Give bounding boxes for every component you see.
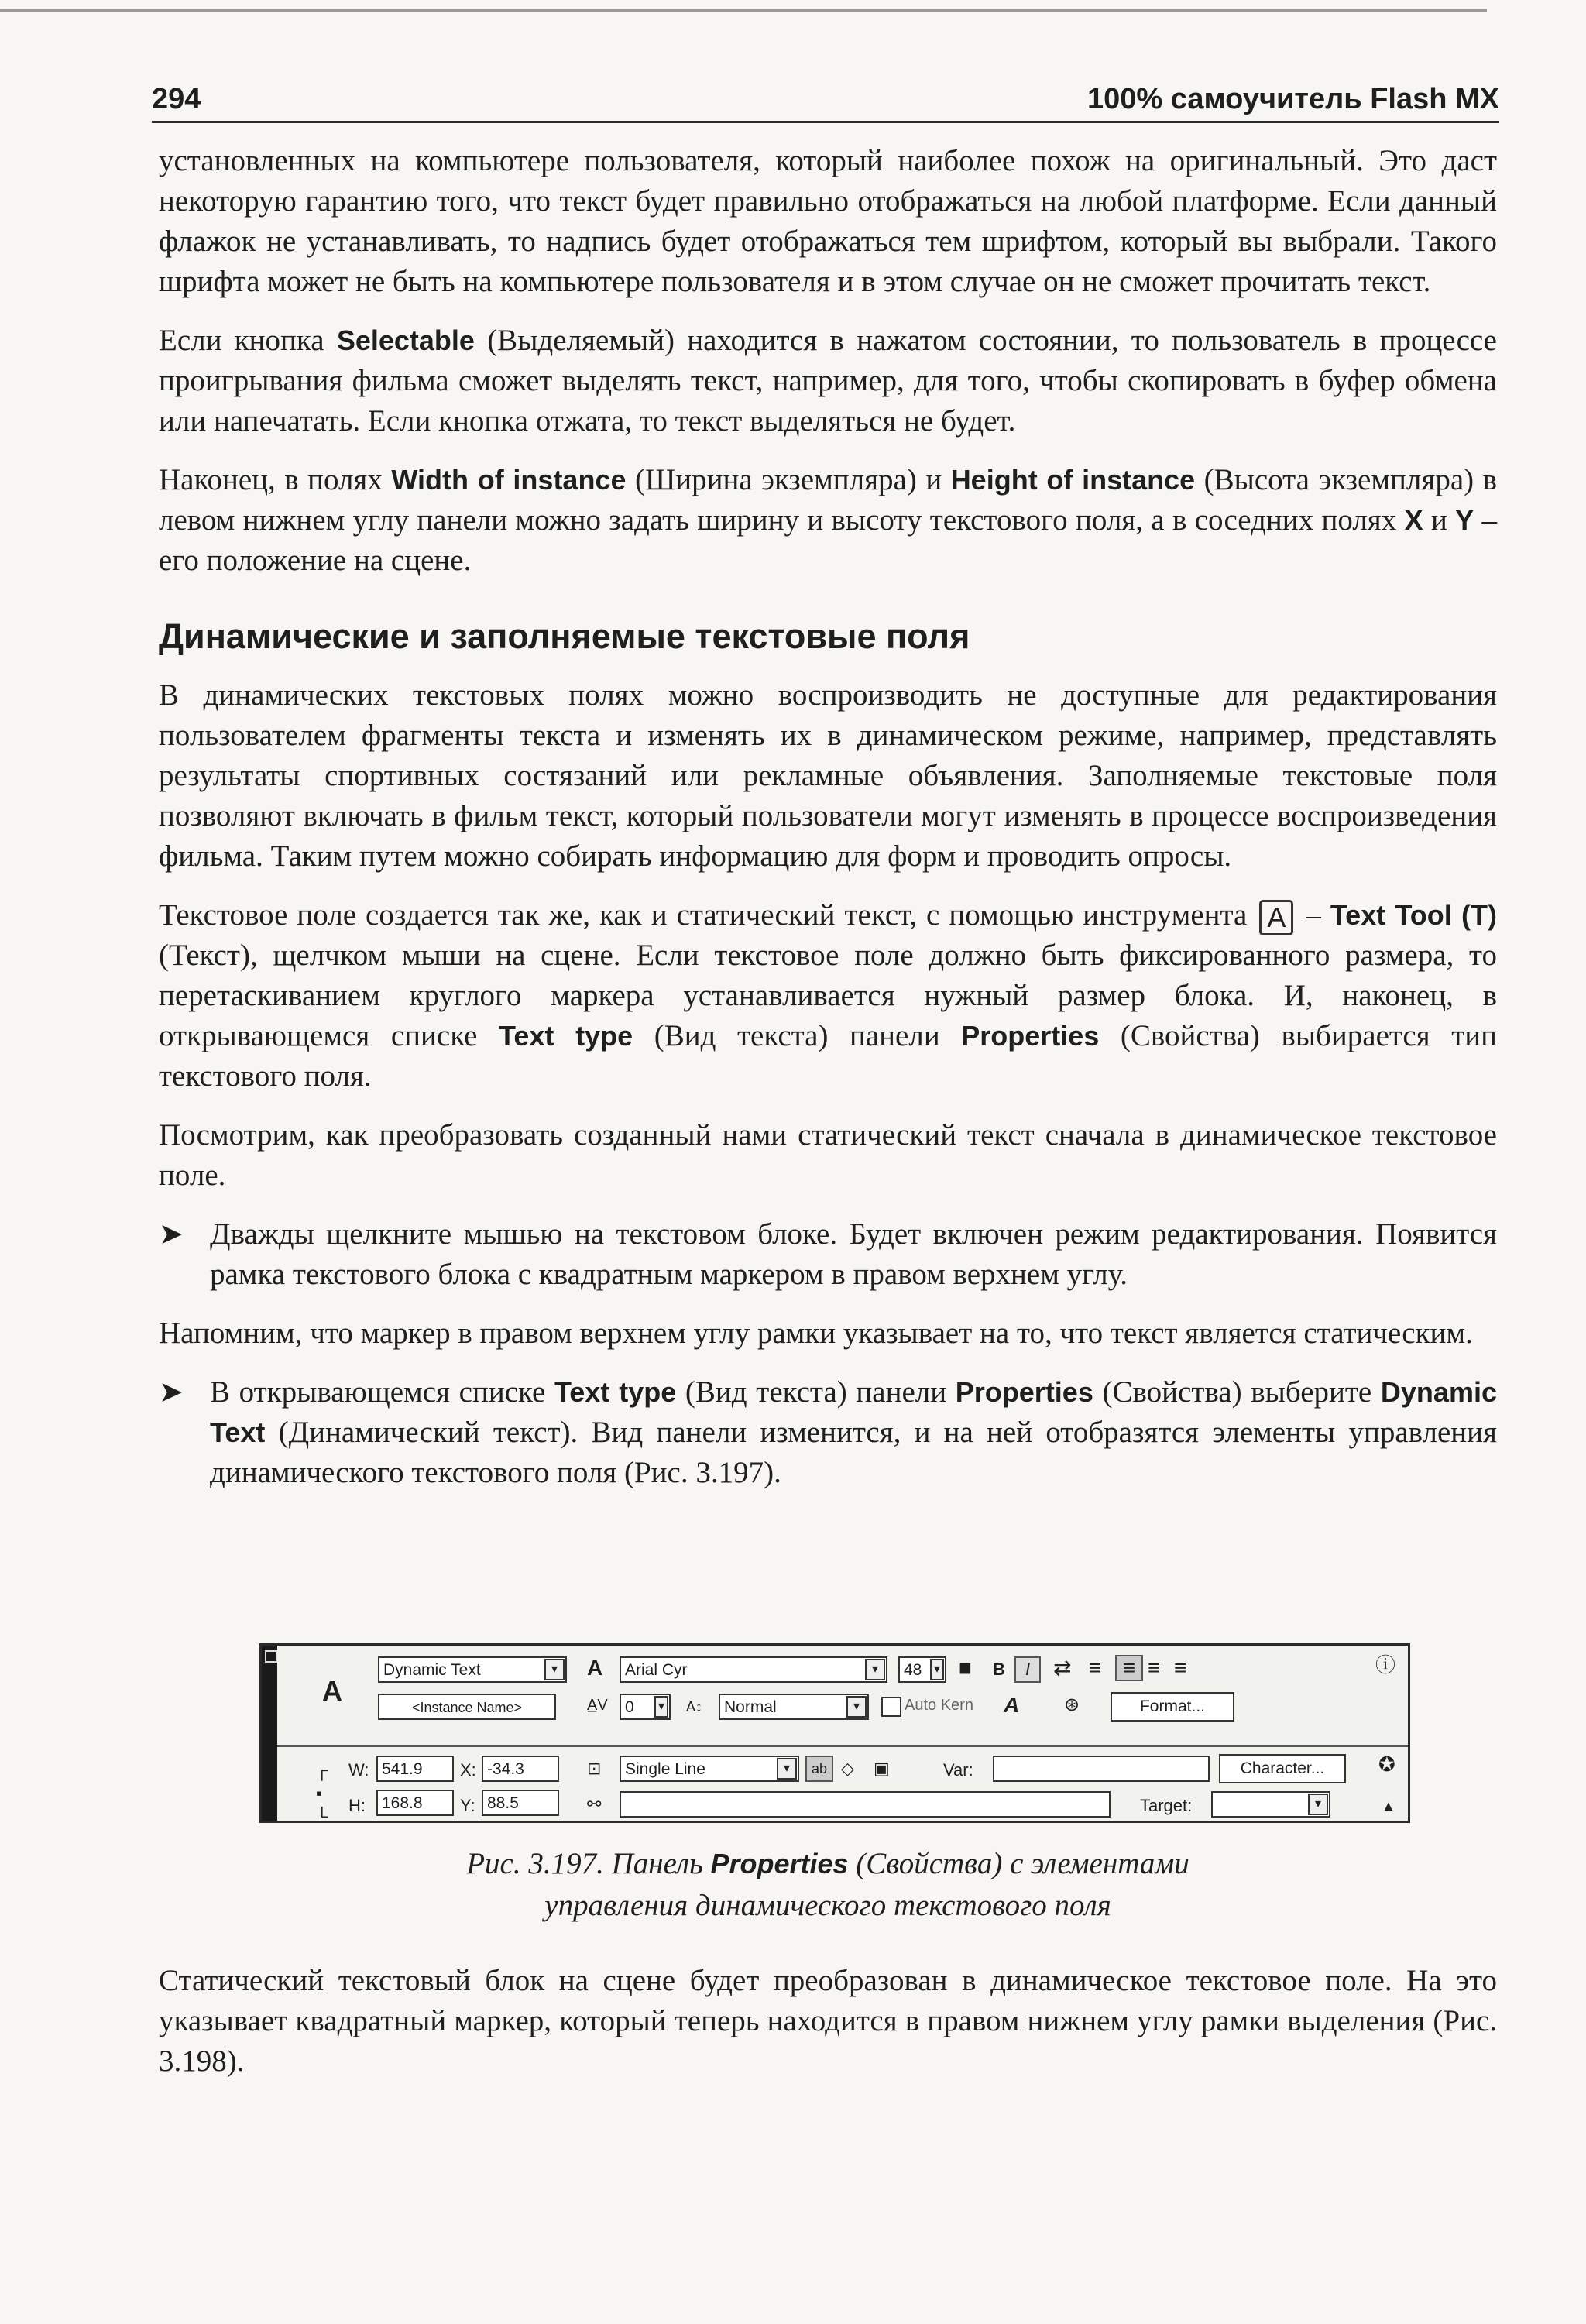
tracking-field[interactable]: 0 ▾ <box>620 1694 671 1720</box>
section-heading: Динамические и заполняемые текстовые поля <box>159 616 970 656</box>
align-left-icon[interactable]: ≡ <box>1089 1656 1102 1680</box>
paragraph-selectable: Если кнопка Selectable (Выделяемый) находится в нажатом состоянии, то пользователь в процессе проигрывания фильма сможет выделять текст, например, для того, чтобы скопировать в буфер обмена или напечатать. Если кнопка отжата, то текст выделяться не будет. <box>159 324 1497 438</box>
format-button[interactable]: Format... <box>1111 1692 1234 1722</box>
paragraph-dynamic-intro: В динамических текстовых полях можно воспроизводить не доступные для редактирования пользователем фрагменты текста и изменять их в динамическом режиме, например, представлять результаты спортивных состязаний или рекламные объявления. Заполняемые текстовые поля позволяют включать в фильм текст, который пользователи могут изменять в процессе воспроизведения фильма. Таким путем можно собирать информацию для форм и проводить опросы. <box>159 678 1497 873</box>
height-field[interactable]: 168.8 <box>376 1790 454 1816</box>
url-icon: ⚯ <box>587 1794 602 1814</box>
character-button[interactable]: Character... <box>1219 1754 1346 1783</box>
selectable-button[interactable]: ab <box>805 1756 833 1782</box>
collapse-arrow-icon[interactable]: ▲ <box>1382 1798 1395 1814</box>
font-icon: A <box>587 1656 603 1680</box>
target-label: Target: <box>1140 1796 1193 1815</box>
page-header <box>152 81 1499 123</box>
chevron-down-icon: ▾ <box>1308 1794 1328 1815</box>
y-label: Y: <box>460 1796 475 1815</box>
url-link-icon[interactable]: ⊛ <box>1064 1694 1080 1715</box>
align-center-icon[interactable]: ≡ <box>1115 1655 1143 1681</box>
text-direction-icon[interactable]: ⇄ <box>1053 1656 1072 1680</box>
render-html-icon[interactable]: ◇ <box>841 1759 854 1778</box>
chevron-down-icon: ▾ <box>865 1659 885 1680</box>
auto-kern-label: Auto Kern <box>905 1697 973 1714</box>
font-select[interactable]: Arial Cyr ▾ <box>620 1656 887 1683</box>
x-label: X: <box>460 1760 476 1780</box>
chevron-down-icon: ▾ <box>777 1758 797 1780</box>
figure-caption <box>159 1843 1497 1927</box>
target-select[interactable] <box>1211 1791 1330 1818</box>
paragraph-convert: Посмотрим, как преобразовать созданный нами статический текст сначала в динамическое текстовое поле. <box>159 1118 1497 1193</box>
char-position-icon: A↕ <box>686 1699 703 1715</box>
font-size-field[interactable]: 48 ▾ <box>898 1656 946 1683</box>
bullet-arrow-icon: ➤ <box>159 1376 184 1409</box>
paragraph-width-height: Наконец, в полях Width of instance (Ширина экземпляра) и Height of instance (Высота экземпляра) в левом нижнем углу панели можно задать ширину и высоту текстового поля, а в соседних полях X и Y – его положение на сцене. <box>159 463 1498 577</box>
panel-title-bar[interactable] <box>262 1646 277 1821</box>
body-text-bottom <box>159 1961 1497 2100</box>
collapse-icon[interactable] <box>265 1650 277 1663</box>
page-number: 294 <box>152 83 201 115</box>
scan-top-rule <box>0 9 1487 12</box>
paragraph-marker-note: Напомним, что маркер в правом верхнем углу рамки указывает на то, что текст является статическим. <box>159 1316 1473 1351</box>
justify-icon[interactable]: ≡ <box>1174 1656 1187 1680</box>
caption-line-2: управления динамического текстового поля <box>544 1889 1111 1922</box>
paragraph-final: Статический текстовый блок на сцене будет преобразован в динамическое текстовое поле. На это указывает квадратный маркер, который теперь находится в правом нижнем углу рамки выделения (Рис. 3.198). <box>159 1964 1497 2078</box>
instance-name-field[interactable]: <Instance Name> <box>378 1694 556 1720</box>
auto-kern-checkbox[interactable] <box>881 1697 901 1717</box>
italic-button[interactable]: I <box>1014 1656 1041 1683</box>
chevron-down-icon: ▾ <box>930 1659 944 1680</box>
caption-line-1: Рис. 3.197. Панель Properties (Свойства) с элементами <box>466 1847 1190 1880</box>
chevron-down-icon: ▾ <box>846 1696 867 1718</box>
align-right-icon[interactable]: ≡ <box>1148 1656 1161 1680</box>
properties-panel-figure <box>259 1643 1410 1826</box>
bold-button[interactable]: B <box>993 1660 1005 1679</box>
var-field[interactable] <box>993 1756 1210 1782</box>
options-icon[interactable]: ✪ <box>1378 1752 1395 1776</box>
var-label: Var: <box>943 1760 973 1780</box>
width-field[interactable]: 541.9 <box>376 1756 454 1782</box>
body-text-top <box>159 141 1497 1512</box>
text-color-swatch-icon[interactable]: ■ <box>959 1656 972 1680</box>
line-type-icon: ⊡ <box>587 1759 602 1778</box>
lock-proportions-icon[interactable]: ┌ ▪ └ <box>316 1760 328 1826</box>
h-label: H: <box>348 1796 366 1815</box>
w-label: W: <box>348 1760 369 1780</box>
y-field[interactable]: 88.5 <box>482 1790 559 1816</box>
chevron-down-icon: ▾ <box>544 1659 565 1680</box>
text-type-select[interactable]: Dynamic Text ▾ <box>378 1656 567 1683</box>
panel-divider <box>277 1745 1408 1747</box>
bullet-double-click: ➤ Дважды щелкните мышью на текстовом блоке. Будет включен режим редактирования. Появится рамка текстового блока с квадратным маркером в правом верхнем углу. <box>159 1214 1497 1295</box>
text-tool-letter: A <box>322 1675 342 1707</box>
url-field[interactable] <box>620 1791 1111 1818</box>
x-field[interactable]: -34.3 <box>482 1756 559 1782</box>
rotate-text-icon[interactable]: A <box>1004 1693 1020 1717</box>
help-icon[interactable]: ⓘ <box>1375 1653 1396 1677</box>
line-type-select[interactable]: Single Line ▾ <box>620 1756 799 1782</box>
running-title: 100% самоучитель Flash MX <box>1087 83 1499 115</box>
char-position-select[interactable]: Normal ▾ <box>719 1694 869 1720</box>
border-toggle-icon[interactable]: ▣ <box>874 1759 890 1778</box>
tracking-icon: A̲V <box>587 1697 608 1714</box>
bullet-arrow-icon: ➤ <box>159 1218 184 1251</box>
bullet-text-type: ➤ В открывающемся списке Text type (Вид текста) панели Properties (Свойства) выберите Dynamic Text (Динамический текст). Вид панели изменится, и на ней отобразятся элементы управления динамического текстового поля (Рис. 3.197). <box>159 1372 1497 1493</box>
paragraph-text-tool: Текстовое поле создается так же, как и статический текст, с помощью инструмента A – Text Tool (T) (Текст), щелчком мыши на сцене. Если текстовое поле должно быть фиксированного размера, то перетаскиванием круглого маркера устанавливается нужный размер блока. И, наконец, в открывающемся списке Text type (Вид текста) панели Properties (Свойства) выбирается тип текстового поля. <box>159 898 1498 1093</box>
text-tool-icon: A <box>1259 900 1293 935</box>
chevron-down-icon: ▾ <box>654 1696 668 1718</box>
paragraph-1: установленных на компьютере пользователя, который наиболее похож на оригинальный. Это даст некоторую гарантию того, что текст будет правильно отображаться на любой платформе. Если данный флажок не устанавливать, то надпись будет отображаться тем шрифтом, который вы выбрали. Такого шрифта может не быть на компьютере пользователя и в этом случае он не сможет прочитать текст. <box>159 144 1497 298</box>
